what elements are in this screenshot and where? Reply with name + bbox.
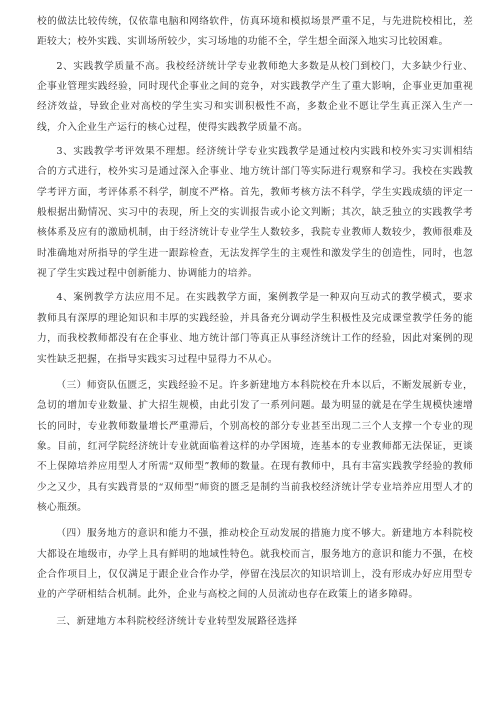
paragraph-continuation: 校的做法比较传统，仅依靠电脑和网络软件，仿真环境和模拟场景严重不足，与先进院校相比，差距较大；校外实践、实训场所较少，实习场地的功能不全，学生想全面深入地实习比较困难。	[37, 16, 473, 48]
paragraph-faculty-shortage: （三）师资队伍匮乏，实践经验不足。许多新建地方本科院校在升本以后，不断发展新专业，急切的增加专业数量、扩大招生规模，由此引发了一系列问题。最为明显的就是在学生规模快速增长的同时，专业教师数量增长严重滞后，个别高校的部分专业甚至出现二三个人支撑一个专业的现象。目前，红河学院经济统计专业就面临着这样的办学困境，连基本的专业教师都无法保证，更谈不上保障培养应用型人才所需“双师型”教师的数量。在现有教师中，具有丰富实践教学经验的教师少之又少，具有实践背景的“双师型”师资的匮乏是制约当前我校经济统计学专业培养应用型人才的核心瓶颈。	[37, 379, 473, 513]
section-heading: 三、新建地方本科院校经济统计专业转型发展路径选择	[56, 615, 298, 627]
paragraph-case-teaching: 4、案例教学方法应用不足。在实践教学方面，案例教学是一种双向互动式的教学模式，要求教师具有深厚的理论知识和丰厚的实践经验，并具备充分调动学生积极性及完成课堂教学任务的能力，而我校教师都没有在企事业、地方统计部门等真正从事经济统计工作的经验，因此对案例的现实性缺乏把握，在指导实践实习过程中显得力不从心。	[37, 292, 473, 365]
paragraph-local-service: （四）服务地方的意识和能力不强，推动校企互动发展的措施力度不够大。新建地方本科院校大都设在地级市，办学上具有鲜明的地域性特色。就我校而言，服务地方的意识和能力不强，在校企合作项目上，仅仅满足于跟企业合作办学，停留在浅层次的知识培训上，没有形成办好应用型专业的产学研相结合机制。此外，企业与高校之间的人员流动也存在政策上的诸多障碍。	[37, 528, 473, 601]
paragraph-teaching-quality: 2、实践教学质量不高。我校经济统计学专业教师绝大多数是从校门到校门，大多缺少行业、企事业管理实践经验，同时现代企事业之间的竞争，对实践教学产生了重大影响，企事业更加重视经济效益，导致企业对高校的学生实习和实训积极性不高，多数企业不愿让学生真正深入生产一线，介入企业生产运行的核心过程，使得实践教学质量不高。	[37, 60, 473, 133]
paragraph-evaluation: 3、实践教学考评效果不理想。经济统计学专业实践教学是通过校内实践和校外实习实训相结合的方式进行，校外实习是通过深入企事业、地方统计部门等实际进行观察和学习。我校在实践教学考评方面，考评体系不科学，制度不严格。首先，教师考核方法不科学，学生实践成绩的评定一般根据出勤情况、实习中的表现，所上交的实训报告或小论文判断；其次，缺乏独立的实践教学考核体系及应有的激励机制，由于经济统计专业学生人数较多，我院专业教师人数较少，教师很难及时准确地对所指导的学生进一跟踪检查，无法发挥学生的主观性和激发学生的创造性，同时，也忽视了学生实践过程中创新能力、协调能力的培养。	[37, 146, 473, 280]
